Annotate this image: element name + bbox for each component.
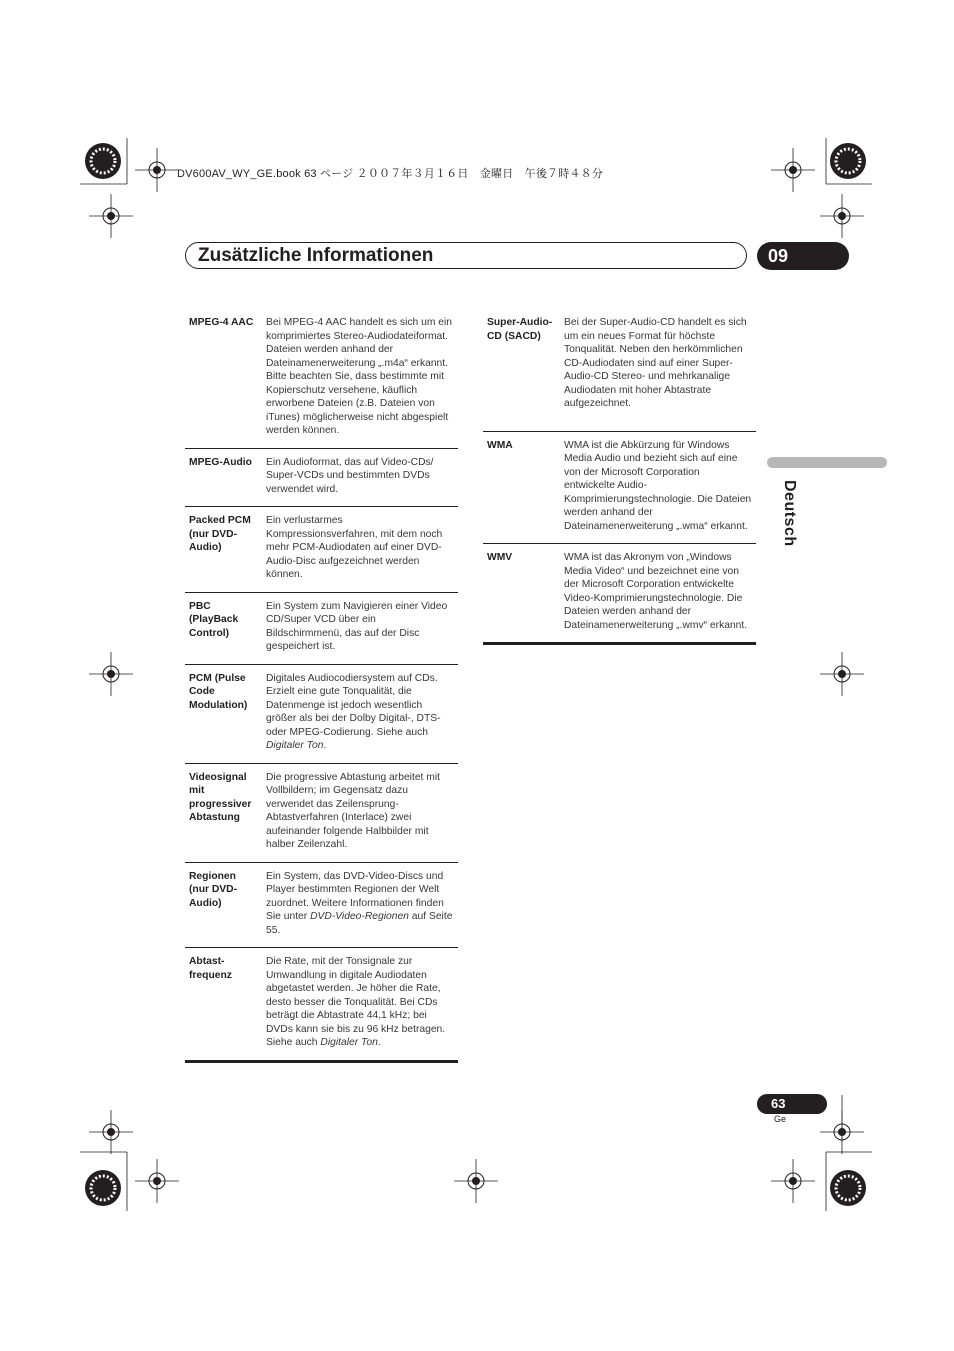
cross-reference: DVD-Video-Regionen [310,911,409,922]
glossary-term: Super-Audio-CD (SACD) [483,309,560,431]
crosshair-icon [820,194,864,238]
registration-wheel-icon [830,143,866,179]
crosshair-icon [454,1159,498,1203]
registration-wheel-icon [85,1170,121,1206]
glossary-term: MPEG-Audio [185,448,262,507]
language-code: Ge [774,1114,787,1124]
glossary-term: Packed PCM (nur DVD-Audio) [185,507,262,593]
glossary-table-right [483,309,756,645]
glossary-row [185,448,458,507]
glossary-definition: Ein System zum Navigieren einer Video CD/Super VCD über ein Bildschirmmenü, das auf der Disc gespeichert ist. [262,592,458,664]
crosshair-icon [89,1110,133,1154]
glossary-row [185,862,458,948]
glossary-term: WMA [483,431,560,544]
definition-text: Bei MPEG-4 AAC handelt es sich um ein komprimiertes Stereo-Audiodateiformat. Dateien werden anhand der Dateinamenerweiterung „.m4a“ erkannt. [266,317,453,369]
glossary-row [185,507,458,593]
glossary-definition [262,309,458,448]
glossary-row [483,431,756,544]
chapter-number: 09 [757,242,849,270]
cross-reference: Digitaler Ton [266,740,324,751]
definition-text: Ein System, das DVD-Video-Discs und Player bestimmten Regionen der Welt zuordnet. Weitere Informationen finden Sie unter [266,870,444,922]
glossary-definition: WMA ist das Akronym von „Windows Media Video“ und bezeichnet eine von der Microsoft Corporation entwickelte Video-Komprimierungstechnologie. Die Dateien werden anhand der Dateinamenerweiterung „.wmv“ erkannt. [560,544,756,644]
crosshair-icon [820,1110,864,1154]
glossary-definition [262,948,458,1062]
glossary-term: Regionen (nur DVD-Audio) [185,862,262,948]
registration-wheel-icon [85,143,121,179]
glossary-definition: Ein Audioformat, das auf Video-CDs/ Super-VCDs und bestimmten DVDs verwendet wird. [262,448,458,507]
glossary-term: MPEG-4 AAC [185,309,262,448]
file-info: DV600AV_WY_GE.book 63 ページ ２００７年３月１６日 金曜日 午後７時４８分 [177,168,604,180]
definition-text: . [323,740,327,751]
glossary-definition: Ein verlustarmes Kompressionsverfahren, mit dem noch mehr PCM-Audiodaten auf einer DVD-Audio-Disc aufgezeichnet werden können. [262,507,458,593]
glossary-term: WMV [483,544,560,644]
crosshair-icon [771,1159,815,1203]
glossary-definition: Die progressive Abtastung arbeitet mit Vollbildern; im Gegensatz dazu verwendet das Zeilensprung-Abtastverfahren (Interlace) zwei aufeinander folgende Halbbilder mit halber Zeilenzahl. [262,763,458,862]
glossary-row [185,664,458,763]
glossary-term: PCM (Pulse Code Modulation) [185,664,262,763]
language-tab [767,457,887,468]
glossary-row [185,763,458,862]
glossary-row [483,309,756,431]
glossary-definition: Bei der Super-Audio-CD handelt es sich um ein neues Format für höchste Tonqualität. Neben den herkömmlichen CD-Audiodaten sind auf einer Super-Audio-CD Stereo- und mehrkanalige Audiodaten mit hoher Abtastrate aufgezeichnet. [560,309,756,431]
definition-text: . [377,1037,381,1048]
crosshair-icon [135,1159,179,1203]
glossary-definition [262,664,458,763]
glossary-row [185,309,458,448]
glossary-definition: WMA ist die Abkürzung für Windows Media Audio und bezieht sich auf eine von der Microsoft Corporation entwickelte Audio-Komprimierungstechnologie. Die Dateien werden anhand der Dateinamenerweiterung „.wma“ erkannt. [560,431,756,544]
cross-reference: Digitaler Ton [320,1037,378,1048]
glossary-row [185,948,458,1062]
language-label: Deutsch [781,480,798,547]
glossary-definition [262,862,458,948]
glossary-row [483,544,756,644]
crosshair-icon [135,148,179,192]
glossary-term: Abtast-frequenz [185,948,262,1062]
page-number: 63 [757,1094,827,1114]
definition-text: Die Rate, mit der Tonsignale zur Umwandlung in digitale Audiodaten abgetastet werden. Je höher die Rate, desto besser die Tonqualität. Bei CDs beträgt die Abtastrate 44,1 kHz; bei DVDs kann sie bis zu 96 kHz betragen. Siehe auch [266,956,446,1048]
glossary-table-left [185,309,458,1063]
crosshair-icon [89,194,133,238]
glossary-row [185,592,458,664]
glossary-term: Videosignal mit progressiver Abtastung [185,763,262,862]
crosshair-icon [89,652,133,696]
page-title: Zusätzliche Informationen [198,245,434,266]
definition-text: Bitte beachten Sie, dass bestimmte mit Kopierschutz versehene, käuflich erworbene Dateien (z.B. Dateien von iTunes) möglicherweise nicht abgespielt werden können. [266,371,449,436]
glossary-term: PBC (PlayBack Control) [185,592,262,664]
definition-text: Digitales Audiocodiersystem auf CDs. Erzielt eine gute Tonqualität, die Datenmenge ist jedoch wesentlich größer als bei der Dolby Digital-, DTS- oder MPEG-Codierung. Siehe auch [266,672,441,738]
registration-wheel-icon [830,1170,866,1206]
crosshair-icon [771,148,815,192]
definition-text: auf Seite 55. [266,911,453,936]
crosshair-icon [820,652,864,696]
